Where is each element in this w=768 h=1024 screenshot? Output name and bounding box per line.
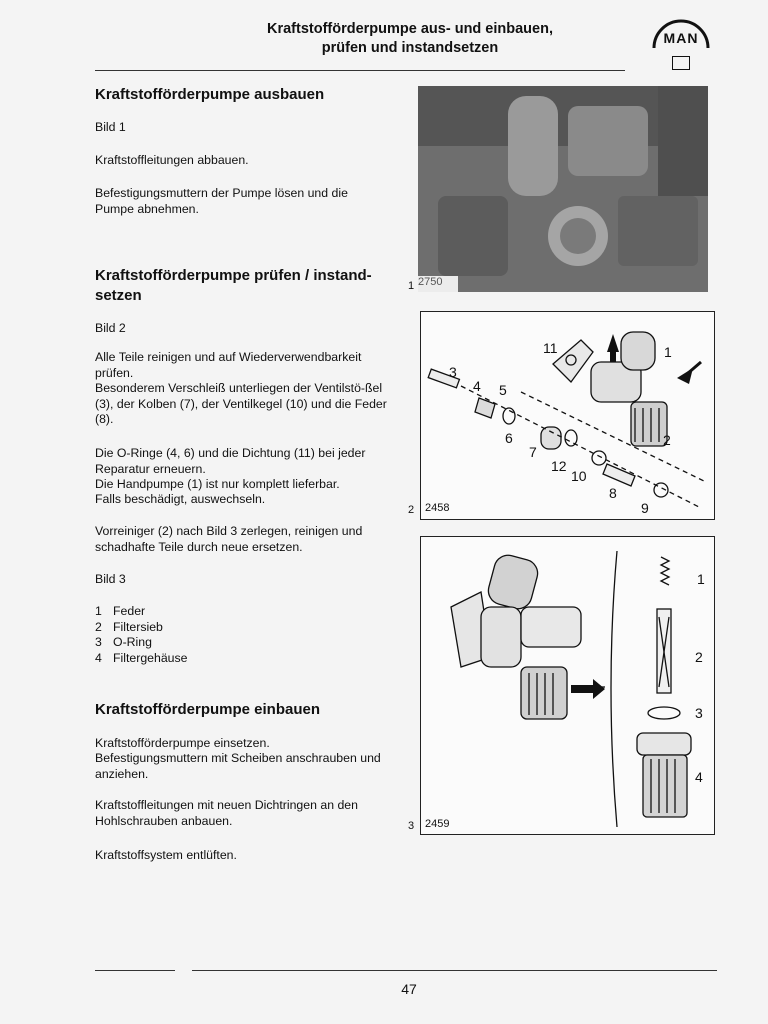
fig2-callout-7: 7 <box>529 444 537 460</box>
header-title-line2: prüfen und instandsetzen <box>321 40 499 56</box>
figure2-exploded-diagram <box>420 311 715 520</box>
fig2-callout-2: 2 <box>663 432 671 448</box>
logo-text: MAN <box>663 30 699 46</box>
section3-heading: Kraftstofförderpumpe einbauen <box>95 701 321 718</box>
footer-divider-right <box>192 970 717 971</box>
fig2-callout-3: 3 <box>449 364 457 380</box>
section2-p5: Die Handpumpe (1) ist nur komplett lieferbar. <box>95 477 340 491</box>
engine-photo-image <box>418 86 708 292</box>
section2-p3: Besonderem Verschleiß unterliegen der Ventilstö-ßel (3), der Kolben (7), der Ventilkegel (10) und die Feder (8). <box>95 381 387 426</box>
figure3-legend <box>95 604 188 666</box>
section1-heading: Kraftstofförderpumpe ausbauen <box>95 86 325 103</box>
man-logo <box>650 18 712 70</box>
fig2-callout-4: 4 <box>473 378 481 394</box>
section1-p3: Befestigungsmuttern der Pumpe lösen und die Pumpe abnehmen. <box>95 186 348 216</box>
section2-heading-line2: setzen <box>95 287 142 304</box>
page-number: 47 <box>401 981 417 997</box>
section3-p2: Befestigungsmuttern mit Scheiben anschrauben und anziehen. <box>95 751 381 781</box>
section3-p3: Kraftstoffleitungen mit neuen Dichtringen an den Hohlschrauben anbauen. <box>95 798 358 828</box>
section2-p4: Die O-Ringe (4, 6) und die Dichtung (11) bei jeder Reparatur erneuern. <box>95 446 366 476</box>
logo-lion-badge-icon <box>672 56 690 70</box>
fig2-callout-10: 10 <box>571 468 587 484</box>
fig2-callout-6: 6 <box>505 430 513 446</box>
page-header-title <box>190 20 630 58</box>
section2-heading-line1: Kraftstofförderpumpe prüfen / instand- <box>95 267 372 284</box>
section2-p1: Bild 2 <box>95 321 126 335</box>
figure2-number: 2 <box>408 504 415 516</box>
fig2-callout-9: 9 <box>641 500 649 516</box>
figure3-code: 2459 <box>425 818 450 830</box>
fig3-callout-1: 1 <box>697 571 705 587</box>
fig3-callout-2: 2 <box>695 649 703 665</box>
fig3-callout-4: 4 <box>695 769 703 785</box>
figure3-filter-diagram <box>420 536 715 835</box>
fig2-callout-5: 5 <box>499 382 507 398</box>
header-title-line1: Kraftstofförderpumpe aus- und einbauen, <box>267 21 553 37</box>
section3-p4: Kraftstoffsystem entlüften. <box>95 848 237 862</box>
figure1-number: 1 <box>408 280 415 292</box>
legend-item: 3 O-Ring <box>95 635 152 649</box>
header-divider <box>95 70 625 71</box>
section1-p2: Kraftstoffleitungen abbauen. <box>95 153 249 167</box>
prefilter-drawing <box>421 537 714 834</box>
section1-p1: Bild 1 <box>95 120 126 134</box>
section2-p2: Alle Teile reinigen und auf Wiederverwendbarkeit prüfen. <box>95 350 362 380</box>
fig2-callout-11: 11 <box>543 340 558 356</box>
fig2-callout-8: 8 <box>609 485 617 501</box>
figure1-photo <box>418 86 708 292</box>
fig2-callout-12: 12 <box>551 458 567 474</box>
legend-item: 2 Filtersieb <box>95 619 163 634</box>
section3-p1: Kraftstofförderpumpe einsetzen. <box>95 736 270 750</box>
section2-p6: Falls beschädigt, auswechseln. <box>95 492 266 506</box>
section2-heading <box>95 266 395 306</box>
figure1-code: 2750 <box>418 276 443 288</box>
section2-p7: Vorreiniger (2) nach Bild 3 zerlegen, reinigen und schadhafte Teile durch neue ersetzen. <box>95 524 363 554</box>
fig3-callout-3: 3 <box>695 705 703 721</box>
legend-item: 4 Filtergehäuse <box>95 650 188 665</box>
section2-p8: Bild 3 <box>95 572 126 586</box>
footer-divider-left <box>95 970 175 971</box>
fig2-callout-1: 1 <box>664 344 672 360</box>
figure2-code: 2458 <box>425 502 450 514</box>
legend-item: 1 Feder <box>95 604 146 618</box>
figure3-number: 3 <box>408 820 415 832</box>
